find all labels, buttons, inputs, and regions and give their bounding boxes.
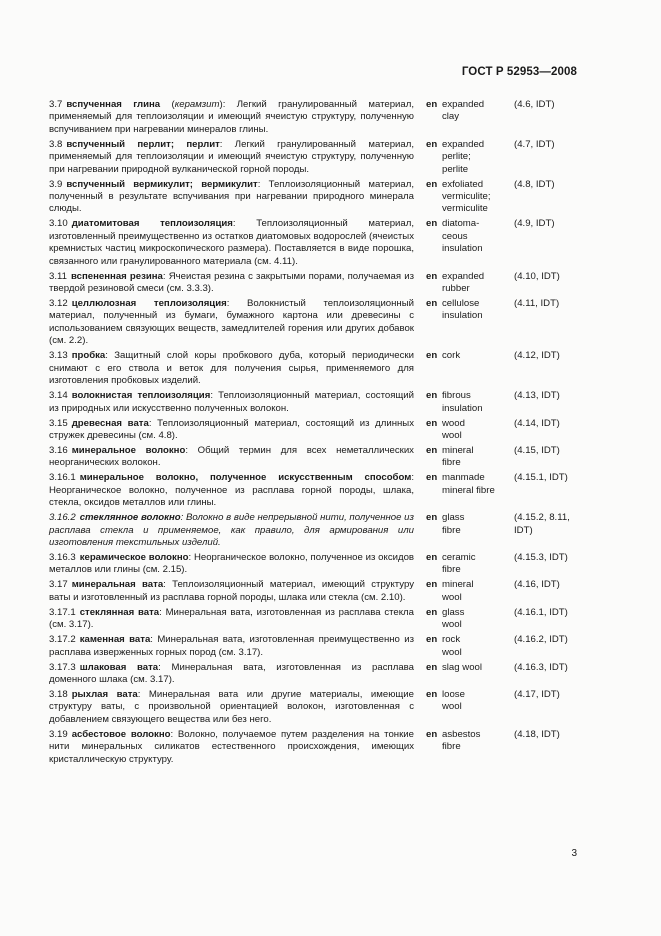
english-equivalent (442, 350, 514, 362)
english-term-line: wool (442, 591, 462, 603)
language-code: en (426, 298, 438, 310)
term-number: 3.13 (49, 350, 68, 362)
term-name: минеральное волокно (71, 444, 186, 456)
iso-reference: (4.18, IDT) (514, 728, 560, 740)
english-term-line: expanded (442, 99, 485, 110)
term-definition-block: 3.11 вспененная резина: Ячеистая резина с закрытыми порами, получаемая из твердой резиновой смеси (см. 3.3.3). (49, 270, 414, 295)
term-entry (49, 662, 589, 687)
language-code: en (426, 634, 438, 646)
term-entry (49, 552, 589, 577)
term-number: 3.8 (49, 138, 63, 150)
term-number: 3.11 (49, 270, 67, 282)
term-name: минеральное волокно, полученное искусственным способом (79, 472, 412, 484)
term-definition: Минеральная вата или другие материалы, имеющие структуру ваты, с произвольной ориентацией волокон, изготовленная с добавлением связующего вещества или без него. (49, 688, 414, 725)
term-entry (49, 271, 589, 296)
english-equivalent (442, 607, 514, 632)
language-code: en (426, 417, 438, 429)
term-entry (49, 472, 589, 509)
english-term-line: glass (442, 606, 465, 618)
english-term-line: fibre (442, 564, 461, 576)
term-entry (49, 445, 589, 470)
english-equivalent (442, 139, 514, 176)
term-definition: Минеральная вата, изготовленная из расплава доменного шлака (см. 3.17). (49, 661, 414, 685)
term-definition-block: 3.15 древесная вата: Теплоизоляционный материал, состоящий из длинных стружек древесины (см. 4.8). (49, 417, 414, 441)
term-entry (49, 218, 589, 268)
english-term-line: fibre (442, 524, 461, 536)
term-definition: Теплоизоляционный материал, состоящий из длинных стружек древесины (см. 4.8). (49, 417, 414, 441)
english-term-line: cellulose (442, 298, 480, 310)
iso-reference: (4.9, IDT) (514, 218, 555, 230)
language-code: en (426, 688, 438, 700)
iso-reference: (4.16.1, IDT) (514, 606, 568, 618)
term-number: 3.17.2 (49, 634, 76, 646)
term-entry (49, 179, 589, 216)
english-equivalent (442, 579, 514, 604)
term-name: целлюлозная теплоизоляция (71, 298, 227, 310)
iso-reference: (4.10, IDT) (514, 270, 560, 282)
term-name: стеклянная вата (79, 606, 160, 618)
term-number: 3.17.1 (49, 606, 76, 618)
english-equivalent (442, 662, 514, 674)
document-header: ГОСТ Р 52953—2008 (461, 66, 577, 78)
english-term-line: loose (442, 688, 465, 700)
term-name: вспененная резина (70, 270, 163, 282)
term-entry (49, 607, 589, 632)
term-definition-block: 3.17.3 шлаковая вата: Минеральная вата, изготовленная из расплава доменного шлака (см. 3.17). (49, 661, 414, 685)
term-name: асбестовое волокно (71, 728, 171, 740)
term-name: волокнистая теплоизоляция (71, 390, 211, 402)
term-definition-block: 3.10 диатомитовая теплоизоляция: Теплоизоляционный материал, изготовленный преимущественно из остатков диатомовых водорослей (ячеистых кремнистых частиц микроскопического размера). Поставляется в виде порошка, связанного или гранулированного материала (см. 4.11). (49, 218, 414, 267)
term-name: стеклянное волокно (79, 512, 181, 524)
english-equivalent (442, 472, 514, 497)
language-code: en (426, 390, 438, 402)
english-equivalent (442, 179, 514, 216)
iso-reference: (4.11, IDT) (514, 298, 560, 310)
english-equivalent (442, 634, 514, 659)
iso-reference: (4.8, IDT) (514, 178, 555, 190)
term-name: керамическое волокно (79, 551, 189, 563)
term-definition-block: 3.16.1 минеральное волокно, полученное искусственным способом: Неорганическое волокно, полученное из расплава горной породы, шлака, стекла, оксидов металлов или глины. (49, 472, 414, 509)
english-term-line: vermiculite (442, 203, 488, 215)
english-term-line: clay (442, 111, 460, 123)
term-name: вспученный вермикулит; вермикулит (66, 178, 258, 190)
term-definition-block: 3.16 минеральное волокно: Общий термин для всех неметаллических неорганических волокон. (49, 444, 414, 469)
term-number: 3.16.1 (49, 472, 76, 484)
english-term-line: perlite; (442, 151, 471, 163)
term-entry (49, 99, 589, 136)
iso-reference: (4.13, IDT) (514, 390, 560, 402)
english-term-line: mineral (442, 579, 474, 591)
language-code: en (426, 138, 438, 150)
term-definition: Минеральная вата, изготовленная из расплава стекла (см. 3.17). (49, 606, 414, 631)
term-definition-block: 3.17 минеральная вата: Теплоизоляционный материал, имеющий структуру ваты и изготовленный из расплава горной породы, шлака или стекла (см. 2.10). (49, 579, 414, 603)
term-definition-block: 3.12 целлюлозная теплоизоляция: Волокнистый теплоизоляционный материал, полученный из бумаги, бумажного картона или древесины с использованием связующих веществ, замедлителей горения или других добавок (см. 2.2). (49, 298, 414, 347)
term-entry (49, 418, 589, 443)
english-term-line: glass (442, 512, 465, 524)
english-term-line: asbestos (442, 728, 481, 740)
term-definition-block: 3.14 волокнистая теплоизоляция: Теплоизоляционный материал, состоящий из природных или искусственно полученных волокон. (49, 390, 415, 414)
english-term-line: expanded (442, 270, 485, 282)
term-entry (49, 298, 589, 348)
language-code: en (426, 218, 438, 230)
english-term-line: wool (442, 619, 462, 631)
term-name: каменная вата (79, 634, 151, 646)
iso-reference: (4.15.1, IDT) (514, 472, 568, 484)
english-term-line: rubber (442, 283, 470, 295)
term-number: 3.16.2 (49, 512, 76, 524)
term-number: 3.16 (49, 444, 68, 456)
english-term-line: rock (442, 634, 461, 646)
english-term-line: wool (442, 701, 462, 713)
english-term-line: manmade (442, 472, 485, 484)
term-synonym: керамзит (174, 99, 220, 110)
term-name: диатомитовая теплоизоляция (71, 218, 233, 230)
iso-reference: (4.7, IDT) (514, 138, 555, 150)
term-definition: Ячеистая резина с закрытыми порами, получаемая из твердой резиновой смеси (см. 3.3.3). (49, 270, 414, 295)
english-term-line: exfoliated (442, 178, 484, 190)
term-definition-block: 3.18 рыхлая вата: Минеральная вата или другие материалы, имеющие структуру ваты, с произвольной ориентацией волокон, изготовленная с добавлением связующего вещества или без него. (49, 688, 414, 725)
english-term-line: fibre (442, 741, 461, 753)
term-definition-block: 3.16.3 керамическое волокно: Неорганическое волокно, полученное из оксидов металлов или глины (см. 2.15). (49, 551, 414, 576)
english-term-line: insulation (442, 402, 483, 414)
term-definition: Теплоизоляционный материал, имеющий структуру ваты и изготовленный из расплава горной породы, шлака или стекла (см. 2.10). (49, 579, 414, 603)
english-equivalent (442, 271, 514, 296)
language-code: en (426, 472, 438, 484)
term-definition-block: 3.17.1 стеклянная вата: Минеральная вата, изготовленная из расплава стекла (см. 3.17). (49, 606, 414, 631)
term-definition-block: 3.8 вспученный перлит; перлит: Легкий гранулированный материал, применяемый для теплоизоляции и имеющий ячеистую структуру, полученную при нагревании природной вулканической горной породы. (49, 138, 414, 175)
term-definition-block: 3.19 асбестовое волокно: Волокно, получаемое путем разделения на тонкие нити минеральных силикатов естественного происхождения, имеющих кристаллическую структуру. (49, 728, 414, 765)
language-code: en (426, 270, 438, 282)
term-number: 3.12 (49, 298, 68, 310)
language-code: en (426, 661, 438, 673)
term-entry (49, 350, 589, 387)
language-code: en (426, 99, 438, 110)
term-entry (49, 579, 589, 604)
english-equivalent (442, 298, 514, 323)
term-name: рыхлая вата (71, 688, 138, 700)
term-number: 3.16.3 (49, 551, 76, 563)
language-code: en (426, 350, 438, 362)
iso-reference: (4.16.3, IDT) (514, 661, 568, 673)
term-number: 3.15 (49, 417, 68, 429)
term-name: пробка (71, 350, 106, 362)
iso-reference: (4.12, IDT) (514, 350, 560, 362)
english-term-line: diatoma- (442, 218, 480, 230)
iso-reference: (4.16.2, IDT) (514, 634, 568, 646)
english-equivalent (442, 99, 514, 124)
term-definition: Теплоизоляционный материал, состоящий из природных или искусственно полученных волокон. (49, 390, 415, 414)
term-entry (49, 139, 589, 176)
term-definition-block: 3.13 пробка: Защитный слой коры пробкового дуба, который периодически снимают с его ствола и веток для получения сырья, применяемого для изготовления пробковых изделий. (49, 350, 414, 387)
english-term-line: slag wool (442, 661, 482, 673)
term-number: 3.19 (49, 728, 68, 740)
term-definition: Теплоизоляционный материал, изготовленный преимущественно из остатков диатомовых водорослей (ячеистых кремнистых частиц микроскопического размера). Поставляется в виде порошка, связанного или гранулированного материала (см. 4.11). (49, 218, 414, 267)
term-entry (49, 634, 589, 659)
term-definition: Легкий гранулированный материал, применяемый для теплоизоляции и имеющий ячеистую структуру, полученную при нагревании природной вулканической горной породы. (49, 138, 414, 175)
term-entry (49, 390, 589, 415)
term-definition: Теплоизоляционный материал, полученный в результате вспучивания при нагревании природного минерала слюды. (49, 178, 414, 215)
term-definition: Волокно, получаемое путем разделения на тонкие нити минеральных силикатов естественного происхождения, имеющих кристаллическую структуру. (49, 728, 414, 765)
english-term-line: wool (442, 646, 462, 658)
language-code: en (426, 551, 438, 563)
english-equivalent (442, 552, 514, 577)
english-term-line: wood (442, 417, 465, 429)
term-definition-block: 3.17.2 каменная вата: Минеральная вата, изготовленная преимущественно из расплава изверженных горных пород (см. 3.17). (49, 634, 414, 658)
iso-reference: (4.15.2, 8.11, IDT) (514, 512, 570, 536)
english-term-line: cork (442, 350, 461, 362)
english-term-line: vermiculite; (442, 191, 491, 203)
english-equivalent (442, 218, 514, 255)
english-equivalent (442, 418, 514, 443)
english-term-line: mineral fibre (442, 484, 495, 496)
english-equivalent (442, 512, 514, 537)
english-term-line: fibre (442, 457, 461, 469)
english-equivalent (442, 445, 514, 470)
language-code: en (426, 444, 438, 456)
language-code: en (426, 178, 438, 190)
term-definition: Волокно в виде непрерывной нити, полученное из расплава стекла и применяемое, как правило, для армирования или изготовления текстильных изделий. (49, 512, 414, 548)
term-definition: Защитный слой коры пробкового дуба, который периодически снимают с его ствола и веток для получения сырья, применяемого для изготовления пробковых изделий. (49, 350, 414, 387)
term-entry (49, 729, 589, 766)
term-number: 3.10 (49, 218, 68, 230)
page-number: 3 (571, 848, 577, 859)
term-number: 3.17 (49, 579, 68, 591)
language-code: en (426, 728, 438, 740)
english-equivalent (442, 689, 514, 714)
iso-reference: (4.15, IDT) (514, 444, 560, 456)
term-definition: Неорганическое волокно, полученное из оксидов металлов или глины (см. 2.15). (49, 551, 414, 576)
term-definition: Неорганическое волокно, полученное из расплава горной породы, шлака, стекла, оксидов металлов или глины. (49, 484, 414, 509)
english-term-line: ceramic (442, 551, 476, 563)
term-list (49, 99, 589, 769)
english-term-line: insulation (442, 310, 483, 322)
english-equivalent (442, 729, 514, 754)
english-term-line: insulation (442, 243, 483, 255)
term-definition-block: 3.7 вспученная глина (керамзит): Легкий гранулированный материал, применяемый для теплоизоляции и имеющий ячеистую структуру, полученную вспучиванием при нагревании минералов глины. (49, 99, 414, 135)
language-code: en (426, 606, 438, 618)
term-entry (49, 689, 589, 726)
term-name: шлаковая вата (79, 661, 159, 673)
iso-reference: (4.17, IDT) (514, 688, 560, 700)
term-number: 3.17.3 (49, 661, 76, 673)
term-name: древесная вата (71, 417, 149, 429)
term-definition: Волокнистый теплоизоляционный материал, полученный из бумаги, бумажного картона или древесины с использованием связующих веществ, замедлителей горения или других добавок (см. 2.2). (49, 298, 414, 347)
term-name: вспученная глина (66, 99, 161, 110)
term-number: 3.7 (49, 99, 63, 110)
english-term-line: perlite (442, 163, 469, 175)
term-entry (49, 512, 589, 549)
english-term-line: fibrous (442, 390, 471, 402)
iso-reference: (4.16, IDT) (514, 579, 560, 591)
term-definition: Общий термин для всех неметаллических неорганических волокон. (49, 444, 414, 469)
english-equivalent (442, 390, 514, 415)
iso-reference: (4.14, IDT) (514, 417, 560, 429)
term-definition-block: 3.16.2 стеклянное волокно: Волокно в виде непрерывной нити, полученное из расплава стекла и применяемое, как правило, для армирования или изготовления текстильных изделий. (49, 512, 414, 548)
term-number: 3.14 (49, 390, 68, 402)
term-definition-block: 3.9 вспученный вермикулит; вермикулит: Теплоизоляционный материал, полученный в результате вспучивания при нагревании природного минерала слюды. (49, 178, 414, 215)
iso-reference: (4.6, IDT) (514, 99, 555, 110)
iso-reference: (4.15.3, IDT) (514, 551, 568, 563)
language-code: en (426, 512, 438, 524)
english-term-line: mineral (442, 444, 474, 456)
term-name: вспученный перлит; перлит (66, 138, 220, 150)
term-definition: Минеральная вата, изготовленная преимущественно из расплава изверженных горных пород (см. 3.17). (49, 634, 414, 658)
term-number: 3.18 (49, 688, 68, 700)
language-code: en (426, 579, 438, 591)
term-definition: Легкий гранулированный материал, применяемый для теплоизоляции и имеющий ячеистую структуру, полученную вспучиванием при нагревании минералов глины. (49, 99, 414, 135)
term-number: 3.9 (49, 178, 63, 190)
english-term-line: ceous (442, 230, 468, 242)
english-term-line: expanded (442, 138, 485, 150)
term-name: минеральная вата (71, 579, 164, 591)
english-term-line: wool (442, 429, 462, 441)
